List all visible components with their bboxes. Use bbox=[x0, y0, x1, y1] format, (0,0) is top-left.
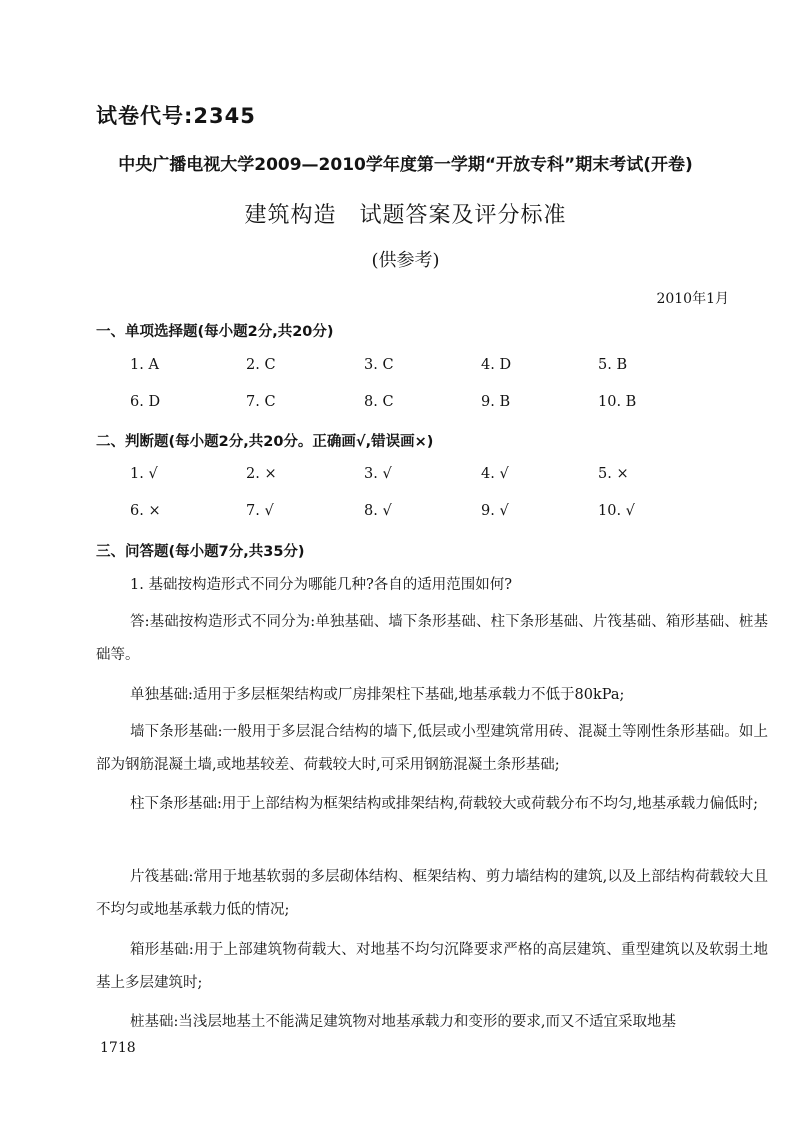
question-text: 1. 基础按构造形式不同分为哪能几种?各自的适用范围如何? bbox=[130, 577, 512, 593]
answer-item: 4. √ bbox=[481, 466, 509, 482]
answer-paragraph: 柱下条形基础:用于上部结构为框架结构或排架结构,荷载较大或荷载分布不均匀,地基承载力偏低时; bbox=[130, 796, 758, 812]
answer-item: 8. √ bbox=[364, 503, 392, 519]
answer-item: 1. A bbox=[130, 357, 159, 373]
page-number: 1718 bbox=[100, 1040, 136, 1056]
answer-item: 6. × bbox=[130, 503, 161, 519]
answer-paragraph: 答:基础按构造形式不同分为:单独基础、墙下条形基础、柱下条形基础、片筏基础、箱形基础、桩基础等。 bbox=[96, 614, 768, 663]
exam-title: 中央广播电视大学2009—2010学年度第一学期“开放专科”期末考试(开卷) bbox=[118, 155, 693, 175]
answer-item: 4. D bbox=[481, 357, 512, 373]
subject-title: 建筑构造 试题答案及评分标准 bbox=[244, 203, 567, 228]
answer-item: 10. B bbox=[598, 394, 637, 410]
answer-item: 6. D bbox=[130, 394, 161, 410]
answer-item: 10. √ bbox=[598, 503, 635, 519]
answer-item: 9. B bbox=[481, 394, 511, 410]
answer-item: 2. × bbox=[246, 466, 277, 482]
answer-paragraph: 墙下条形基础:一般用于多层混合结构的墙下,低层或小型建筑常用砖、混凝土等刚性条形基础。如上部为钢筋混凝土墙,或地基较差、荷载较大时,可采用钢筋混凝土条形基础; bbox=[96, 724, 768, 773]
answer-item: 8. C bbox=[364, 394, 394, 410]
answer-item: 9. √ bbox=[481, 503, 509, 519]
answer-item: 7. √ bbox=[246, 503, 274, 519]
answer-item: 5. B bbox=[598, 357, 628, 373]
exam-date: 2010年1月 bbox=[656, 291, 729, 307]
answer-item: 5. × bbox=[598, 466, 629, 482]
paper-code: 试卷代号:2345 bbox=[96, 104, 256, 128]
section1-heading: 一、单项选择题(每小题2分,共20分) bbox=[96, 324, 334, 340]
answer-paragraph: 片筏基础:常用于地基软弱的多层砌体结构、框架结构、剪力墙结构的建筑,以及上部结构荷载较大且不均匀或地基承载力低的情况; bbox=[96, 869, 768, 918]
answer-paragraph: 箱形基础:用于上部建筑物荷载大、对地基不均匀沉降要求严格的高层建筑、重型建筑以及软弱土地基上多层建筑时; bbox=[96, 942, 768, 991]
answer-item: 7. C bbox=[246, 394, 276, 410]
answer-item: 1. √ bbox=[130, 466, 158, 482]
answer-item: 3. C bbox=[364, 357, 394, 373]
answer-item: 2. C bbox=[246, 357, 276, 373]
answer-item: 3. √ bbox=[364, 466, 392, 482]
section2-heading: 二、判断题(每小题2分,共20分。正确画√,错误画×) bbox=[96, 434, 434, 450]
answer-paragraph: 单独基础:适用于多层框架结构或厂房排架柱下基础,地基承载力不低于80kPa; bbox=[130, 687, 625, 703]
section3-heading: 三、问答题(每小题7分,共35分) bbox=[96, 544, 305, 560]
answer-paragraph: 桩基础:当浅层地基土不能满足建筑物对地基承载力和变形的要求,而又不适宜采取地基 bbox=[130, 1014, 676, 1030]
reference-note: (供参考) bbox=[371, 250, 440, 271]
